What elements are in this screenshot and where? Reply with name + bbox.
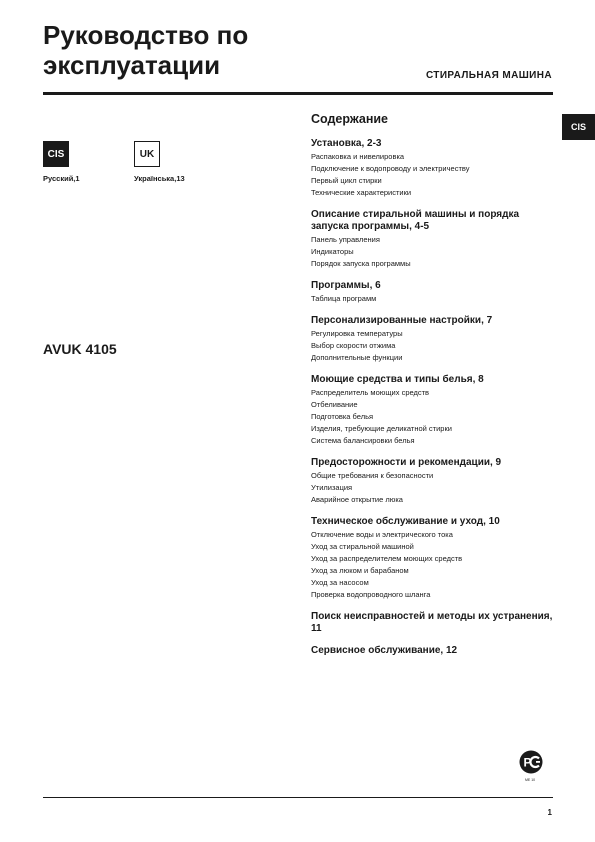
toc-item[interactable]: Подготовка белья	[311, 412, 374, 421]
toc-item[interactable]: Отключение воды и электрического тока	[311, 530, 453, 539]
toc-section	[311, 209, 556, 270]
language-badge-cis[interactable]: CIS	[43, 141, 69, 167]
rst-certification-mark-icon	[519, 750, 543, 774]
svg-text:Р: Р	[523, 755, 532, 770]
toc-item[interactable]: Распаковка и нивелировка	[311, 152, 405, 161]
toc-item[interactable]: Уход за стиральной машиной	[311, 542, 414, 551]
table-of-contents	[311, 112, 556, 667]
toc-section-title[interactable]: Описание стиральной машины и порядка запуска программы, 4-5	[311, 209, 520, 232]
toc-item[interactable]: Утилизация	[311, 483, 353, 492]
toc-item[interactable]: Порядок запуска программы	[311, 259, 411, 268]
language-caption-cis: Русский,1	[43, 174, 80, 183]
header-divider	[43, 92, 553, 95]
toc-section-title[interactable]: Программы, 6	[311, 280, 381, 291]
toc-section-title[interactable]: Предосторожности и рекомендации, 9	[311, 457, 502, 468]
toc-item[interactable]: Аварийное открытие люка	[311, 495, 403, 504]
toc-item[interactable]: Дополнительные функции	[311, 353, 403, 362]
toc-item[interactable]: Общие требования к безопасности	[311, 471, 434, 480]
toc-heading: Содержание	[311, 112, 389, 126]
toc-section	[311, 516, 556, 601]
toc-item[interactable]: Распределитель моющих средств	[311, 388, 430, 397]
toc-item[interactable]: Отбеливание	[311, 400, 358, 409]
toc-section-title[interactable]: Сервисное обслуживание, 12	[311, 645, 458, 656]
toc-item[interactable]: Таблица программ	[311, 294, 377, 303]
toc-section	[311, 138, 556, 199]
toc-section	[311, 374, 556, 447]
toc-section	[311, 611, 556, 635]
toc-item[interactable]: Технические характеристики	[311, 188, 412, 197]
toc-section-title[interactable]: Техническое обслуживание и уход, 10	[311, 516, 500, 527]
toc-item[interactable]: Уход за распределителем моющих средств	[311, 554, 463, 563]
document-subtitle: СТИРАЛЬНАЯ МАШИНА	[425, 70, 552, 81]
toc-item[interactable]: Первый цикл стирки	[311, 176, 382, 185]
toc-section	[311, 315, 556, 364]
toc-section-title[interactable]: Моющие средства и типы белья, 8	[311, 374, 484, 385]
toc-item[interactable]: Изделия, требующие деликатной стирки	[311, 424, 452, 433]
toc-item[interactable]: Индикаторы	[311, 247, 354, 256]
model-name: AVUK 4105	[43, 341, 117, 357]
toc-sections	[311, 138, 556, 657]
toc-item[interactable]: Уход за люком и барабаном	[311, 566, 409, 575]
toc-item[interactable]: Панель управления	[311, 235, 380, 244]
certification-code: МЕ 10	[525, 778, 536, 782]
footer-divider	[43, 797, 553, 798]
title-line-2: эксплуатации	[43, 50, 221, 80]
document-title	[43, 20, 323, 80]
toc-item[interactable]: Регулировка температуры	[311, 329, 403, 338]
toc-item[interactable]: Система балансировки белья	[311, 436, 415, 445]
toc-item[interactable]: Выбор скорости отжима	[311, 341, 396, 350]
toc-item[interactable]: Подключение к водопроводу и электричеству	[311, 164, 470, 173]
language-caption-uk: Українська,13	[134, 174, 185, 183]
toc-section-title[interactable]: Персонализированные настройки, 7	[311, 315, 493, 326]
toc-item[interactable]: Проверка водопроводного шланга	[311, 590, 431, 599]
toc-section	[311, 645, 556, 657]
toc-section	[311, 457, 556, 506]
title-line-1: Руководство по	[43, 20, 249, 50]
language-badge-uk[interactable]: UK	[134, 141, 160, 167]
language-side-tab: CIS	[562, 114, 595, 140]
toc-section-title[interactable]: Установка, 2-3	[311, 138, 382, 149]
toc-section	[311, 280, 556, 305]
toc-section-title[interactable]: Поиск неисправностей и методы их устранения, 11	[311, 611, 553, 634]
toc-item[interactable]: Уход за насосом	[311, 578, 369, 587]
page-number: 1	[547, 808, 552, 817]
